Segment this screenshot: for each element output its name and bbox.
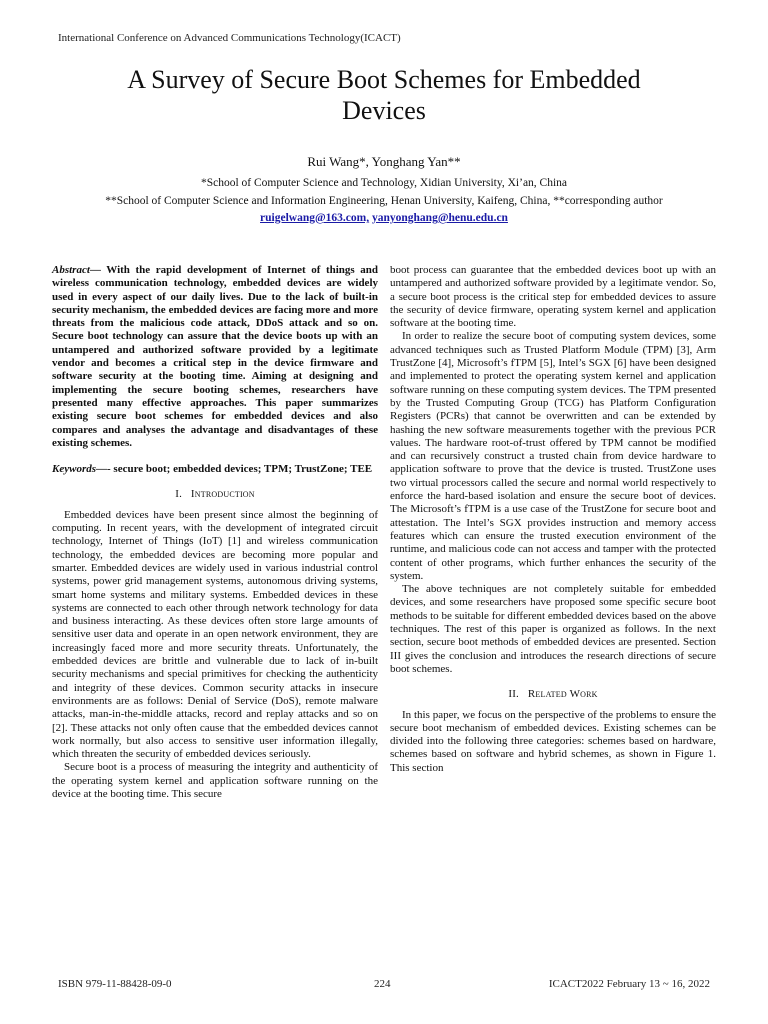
keywords-text: —- secure boot; embedded devices; TPM; TrustZone; TEE [96, 463, 373, 476]
keywords-label: Keywords [52, 463, 96, 476]
footer-isbn: ISBN 979-11-88428-09-0 [58, 978, 172, 990]
body-paragraph-organization: The above techniques are not completely suitable for embedded devices, and some researchers have proposed some specific secure boot methods to be suitable for different embedded devices based on the above techniques. The rest of this paper is organized as follows. In the next section, secure boot methods of embedded devices are presented. Section III gives the conclusion and introduces the research directions of secure boot schemes. [390, 583, 716, 675]
conference-header: International Conference on Advanced Communications Technology(ICACT) [58, 32, 401, 44]
intro-paragraph-2: Secure boot is a process of measuring the integrity and authenticity of the operating system kernel and application software running on the device at the booting time. This secure [52, 761, 378, 800]
affiliation-1: *School of Computer Science and Technology, Xidian University, Xi’an, China [200, 177, 568, 189]
keywords [52, 463, 378, 476]
author-emails [40, 212, 728, 224]
section-heading-related-work [390, 688, 716, 701]
body-paragraph-continued: boot process can guarantee that the embedded devices boot up with an untampered and authorized software provided by a legitimate vendor. So, a secure boot process is the critical step for embedded devices to assure the security of device firmware, operating system kernel and application software at the booting time. [390, 264, 716, 330]
right-column [390, 264, 716, 775]
title-line-1: A Survey of Secure Boot Schemes for Embedded [127, 65, 641, 94]
section-title: Related Work [527, 688, 598, 701]
email-link-2[interactable]: yanyonghang@henu.edu.cn [371, 212, 508, 224]
left-column [52, 264, 378, 801]
related-paragraph-1: In this paper, we focus on the perspective of the problems to ensure the secure boot mechanism of embedded devices. Existing schemes can be divided into the following three categories: schemes based on hardware, schemes based on software and hybrid schemes, as shown in Figure 1. This section [390, 708, 716, 774]
intro-paragraph-1: Embedded devices have been present since almost the beginning of computing. In recent years, with the development of integrated circuit technology, Internet of Things (IoT) [1] and wireless communication technology, the embedded devices are becoming more popular and smarter. Embedded devices are widely used in various industrial control systems, power grid management systems, autonomous driving systems, smart home systems and military systems. Embedded devices in these systems are connected to each other through network technology for data and business interacting. As these devices often store large amounts of sensitive user data and operate in an open network environment, they are increasingly faced more and more security threats. Unfortunately, the embedded devices are brittle and vulnerable due to lack of in-built security mechanisms and special primitives for checking the authenticity and integrity of these devices. Common security attacks in insecure environments are as follows: Denial of Service (DoS), remote malware attacks, man-in-the-middle attacks, record and replay attacks and so on [2]. These attacks not only often cause that the embedded devices cannot work normally, but also access to sensitive user information illegally, which threaten the security of embedded devices seriously. [52, 508, 378, 761]
authors: Rui Wang*, Yonghang Yan** [307, 154, 461, 169]
footer-page-number: 224 [374, 978, 391, 990]
title-line-2: Devices [342, 96, 426, 125]
paper-title [40, 64, 728, 126]
section-number: I. [175, 488, 183, 501]
abstract-label: Abstract [52, 264, 90, 276]
body-paragraph-techniques: In order to realize the secure boot of computing system devices, some advanced techniques such as Trusted Platform Module (TPM) [3], Arm TrustZone [4], Microsoft’s fTPM [5], Intel’s SGX [6] have been designed and implemented to protect the operating system kernel and application software running on these computing system devices. The TPM presented by the Trusted Computing Group (TCG) has Platform Configuration Registers (PCRs) that cannot be overwritten and can be extended by hashing the new software measurements together with the previous PCR values. The hardware root-of-trust offered by TPM cannot be modified and can recursively construct a trusted chain from device hardware to application software to prove that the device is trusted. TrustZone uses two virtual processors called the secure and normal world respectively to enforce the hard-based isolation and ensure the secure boot of devices. The Microsoft’s fTPM is a use case of the TrustZone for secure boot and attestation. The Intel’s SGX provides instruction and memory access features which can ensure the trusted execution environment of the runtime, and malicious code can not access and tamper with the protected content of other programs, which further enhances the security of the system. [390, 330, 716, 582]
footer-conference-date: ICACT2022 February 13 ~ 16, 2022 [548, 978, 710, 990]
section-title: Introduction [190, 488, 255, 501]
email-link-1[interactable]: ruigelwang@163.com, [260, 212, 370, 224]
abstract-text: — With the rapid development of Internet of things and wireless communication technology, embedded devices are widely used in every aspect of our daily lives. Due to the lack of built-in security mechanism, the embedded devices are facing more and more threats from the malicious code attack, DDoS attack and so on. Secure boot technology can assure that the device boots up with an untampered and authorized software provided by a legitimate vendor and becomes a critical step in the device firmware and software security at the booting time. Aiming at designing and implementing the secure booting schemes, researchers have presented many effective approaches. This paper summarizes existing secure boot schemes for embedded devices and also compares and analyses the advantage and disadvantages of these existing schemes. [52, 264, 378, 449]
section-number: II. [508, 688, 520, 701]
affiliation-2: **School of Computer Science and Information Engineering, Henan University, Kaifeng, China, **corresponding author [105, 195, 663, 207]
section-heading-introduction [52, 488, 378, 501]
abstract [52, 264, 378, 450]
